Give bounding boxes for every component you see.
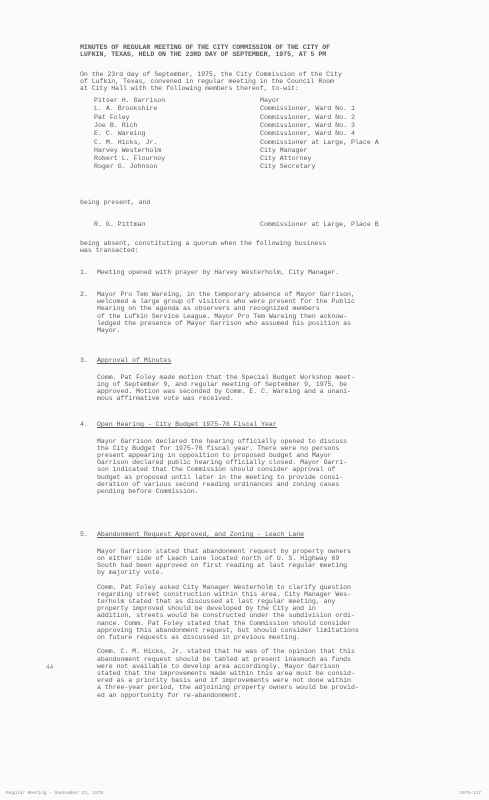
member-name: L. A. Brookshire — [94, 105, 158, 113]
item-text: terholm stated that as discussed at last regular meeting, any — [97, 597, 336, 605]
member-name: C. M. Hicks, Jr. — [94, 138, 158, 146]
roster-row — [94, 97, 394, 105]
item-text: were not available to develop area accordingly. Mayor Garrison — [97, 662, 340, 670]
roster-row — [94, 155, 394, 163]
item-number: 1. — [80, 269, 88, 276]
item-text: approving this abandonment request, but should consider limitations — [97, 626, 359, 634]
item-text: by majority vote. — [97, 569, 164, 577]
roster-row — [94, 139, 394, 147]
item-text: of the Lufkin Service League. Mayor Pro Tem Wareing then acknow- — [97, 312, 348, 320]
item-text: Mayor. — [97, 327, 121, 334]
item-text: South had been approved on first reading at last regular meeting — [97, 561, 348, 569]
item-text: Hearing on the agenda as observers and recognized members — [97, 305, 320, 313]
item-text: ered as a priority basis and if improvements were not done within — [97, 677, 351, 685]
member-title: City Secretary — [260, 163, 316, 171]
member-title: Commissioner, Ward No. 1 — [260, 105, 355, 113]
item-text: pending before Commission. — [97, 487, 199, 495]
item-heading: Open Hearing - City Budget 1975-76 Fiscal Year — [97, 421, 277, 428]
item-text: welcomed a large group of visitors who were present for the Public — [97, 298, 355, 306]
roster-row — [94, 122, 394, 130]
document-title: MINUTES OF REGULAR MEETING OF THE CITY COMMISSION OF THE CITY OF — [80, 44, 331, 51]
intro-text: of Lufkin, Texas, convened in regular meeting in the Council Room — [80, 78, 334, 86]
item-text: budget as proposed until later in the meeting to provide consi- — [97, 473, 344, 481]
item-text: ing of September 9, and regular meeting of September 9, 1975, be — [97, 380, 348, 388]
absent-member-row — [94, 221, 394, 229]
item-number: 2. — [80, 291, 88, 298]
member-name: E. C. Wareing — [94, 130, 146, 138]
roster-row — [94, 130, 394, 138]
member-title: Commissioner, Ward No. 4 — [260, 130, 355, 138]
item-number: 4. — [80, 421, 88, 428]
member-title: Commissioner at Large, Place A — [260, 138, 379, 146]
item-text: ledged the presence of Mayor Garrison who assumed his position as — [97, 319, 351, 327]
item-text: ed an opportunity for re-abandonment. — [97, 691, 242, 699]
roster-row — [94, 114, 394, 122]
member-title: City Attorney — [260, 155, 312, 163]
intro-text: at City Hall with the following members thereof, to-wit: — [80, 85, 299, 93]
item-text: addition, streets would be constructed under the subdivision ordi- — [97, 612, 355, 620]
being-present-text: being present, and — [80, 199, 151, 206]
item-text: Meeting opened with prayer by Harvey Westerholm, City Manager. — [97, 269, 340, 276]
footer-right-text: 1975-117 — [459, 791, 481, 796]
margin-mark: 44 — [46, 664, 54, 671]
member-name: Harvey Westerholm — [94, 146, 162, 154]
item-number: 3. — [80, 357, 88, 364]
item-heading: Approval of Minutes — [97, 357, 172, 364]
item-text: Comm. C. M. Hicks, Jr. stated that he was of the opinion that this — [97, 648, 355, 656]
item-heading: Abandonment Request Approved, and Zoning - Leach Lane — [97, 531, 305, 538]
roster-row — [94, 163, 394, 171]
item-text: property improved should be developed by the City and in — [97, 605, 316, 613]
item-text: on future requests as discussed in previous meeting. — [97, 633, 301, 641]
member-title: Mayor — [260, 97, 280, 104]
member-title: Commissioner, Ward No. 3 — [260, 121, 355, 129]
item-text: mous affirmative vote was received. — [97, 395, 234, 403]
footer-left-text: Regular Meeting — September 23, 1975 — [6, 791, 104, 796]
item-text: approved. Motion was seconded by Comm. E. C. Wareing and a unani- — [97, 387, 351, 395]
member-title: Commissioner at Large, Place B — [260, 221, 379, 228]
member-name: Pat Foley — [94, 113, 130, 121]
member-name: Roger G. Johnson — [94, 163, 158, 171]
roster-row — [94, 147, 394, 155]
item-text: a three-year period, the adjoining property owners would be provid- — [97, 684, 359, 692]
member-name: R. G. Pittman — [94, 221, 146, 228]
member-name: Joe B. Rich — [94, 121, 138, 129]
item-text: regarding street construction within this area. City Manager Wes- — [97, 590, 351, 598]
item-text: Garrison declared public hearing officially closed. Mayor Garri- — [97, 459, 348, 467]
document-title: LUFKIN, TEXAS, HELD ON THE 23RD DAY OF SEPTEMBER, 1975, AT 5 PM — [80, 51, 327, 59]
item-text: Comm. Pat Foley made motion that the Special Budget Workshop meet- — [97, 373, 355, 381]
item-text: Mayor Garrison stated that abandonment request by property owners — [97, 547, 351, 555]
member-title: Commissioner, Ward No. 2 — [260, 113, 355, 121]
item-text: son indicated that the Commission should consider approval of — [97, 466, 336, 474]
item-number: 5. — [80, 531, 88, 538]
item-text: nance. Comm. Pat Foley stated that the Commission should consider — [97, 619, 351, 627]
quorum-text: being absent, constituting a quorum when the following business — [80, 240, 327, 247]
item-text: abandonment request should be tabled at present inasmuch as funds — [97, 655, 351, 663]
member-name: Robert L. Flournoy — [94, 155, 166, 163]
intro-text: On the 23rd day of September, 1975, the City Commission of the City — [80, 71, 342, 78]
quorum-text: was transacted: — [80, 247, 139, 255]
item-text: stated that the improvements made within this area must be consid- — [97, 669, 355, 677]
item-text: present appearing in opposition to proposed budget and Mayor — [97, 451, 332, 459]
item-text: deration of various second reading ordinances and zoning cases — [97, 480, 340, 488]
roster-row — [94, 105, 394, 113]
item-text: on either side of Leach Lane located north of U. S. Highway 69 — [97, 554, 340, 562]
member-name: Pitser H. Garrison — [94, 97, 166, 104]
item-text: Comm. Pat Foley asked City Manager Westerholm to clarify question — [97, 583, 351, 591]
item-text: Mayor Garrison declared the hearing officially opened to discuss — [97, 437, 348, 445]
item-text: the City Budget for 1975-76 fiscal year. There were no persons — [97, 444, 340, 452]
member-title: City Manager — [260, 146, 308, 154]
item-text: Mayor Pro Tem Wareing, in the temporary absence of Mayor Garrison, — [97, 291, 355, 298]
